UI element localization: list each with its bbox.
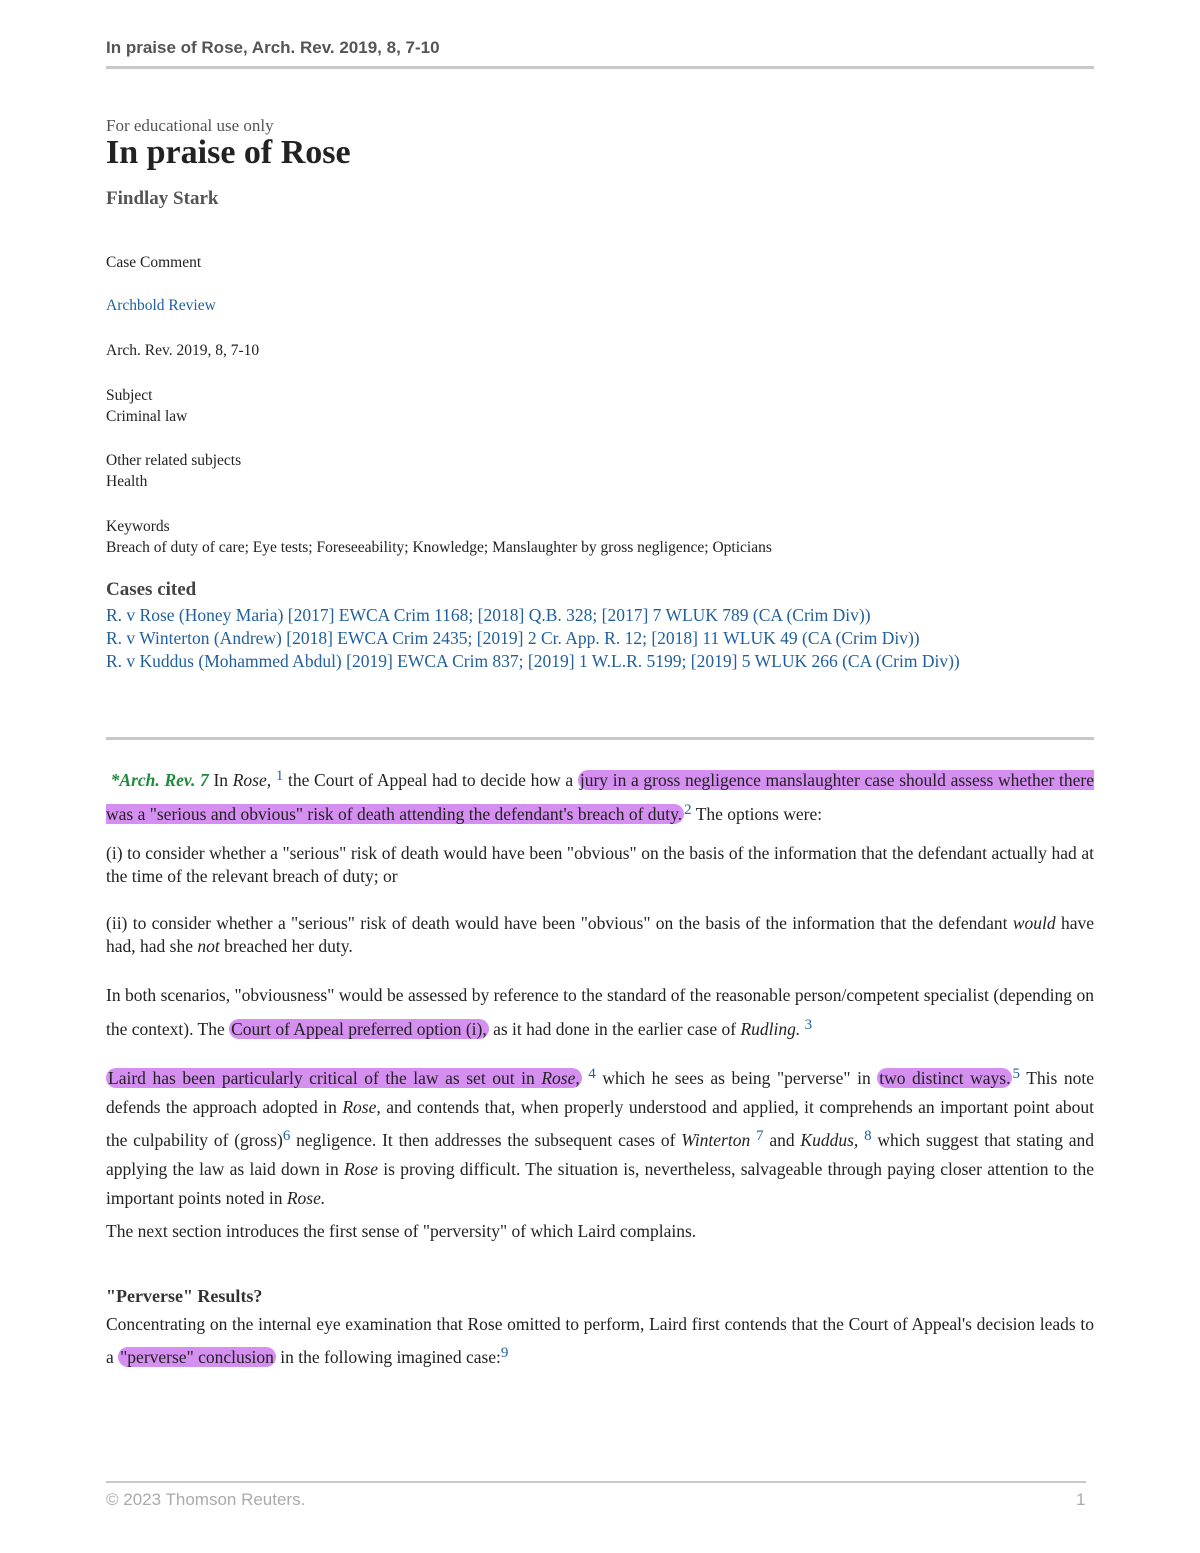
subject-label: Subject	[106, 387, 153, 404]
footnote-ref[interactable]: 7	[756, 1128, 764, 1144]
document-type: Case Comment	[106, 254, 202, 271]
case-link[interactable]: R. v Rose (Honey Maria) [2017] EWCA Crim 1168; [2018] Q.B. 328; [2017] 7 WLUK 789 (CA (Crim Div))	[106, 605, 871, 625]
highlight: two distinct ways.	[879, 1068, 1011, 1088]
footnote-ref[interactable]: 3	[804, 1017, 813, 1033]
footnote-ref[interactable]: 5	[1012, 1066, 1020, 1082]
highlight: Court of Appeal preferred option (i),	[231, 1019, 487, 1039]
footnote-ref[interactable]: 1	[275, 768, 284, 784]
paragraph-1: *Arch. Rev. 7 In Rose, 1 the Court of Appeal had to decide how a jury in a gross negligence manslaughter case should assess whether there was a "serious and obvious" risk of death attending the defendant's breach of duty. 2 The options were:	[106, 768, 1095, 824]
other-subjects-label: Other related subjects	[106, 452, 242, 469]
copyright: © 2023 Thomson Reuters.	[106, 1490, 306, 1509]
educational-notice: For educational use only	[106, 116, 274, 135]
case-link[interactable]: R. v Winterton (Andrew) [2018] EWCA Crim 2435; [2019] 2 Cr. App. R. 12; [2018] 11 WLUK 49 (CA (Crim Div))	[106, 628, 920, 648]
paragraph-6: The next section introduces the first sense of "perversity" of which Laird complains.	[106, 1221, 697, 1241]
author-name: Findlay Stark	[106, 188, 219, 209]
running-header: In praise of Rose, Arch. Rev. 2019, 8, 7-10	[106, 38, 440, 57]
citation: Arch. Rev. 2019, 8, 7-10	[106, 342, 260, 359]
cases-cited-label: Cases cited	[106, 579, 197, 600]
keywords-label: Keywords	[106, 518, 170, 535]
paragraph-7: Concentrating on the internal eye examination that Rose omitted to perform, Laird first contends that the Court of Appeal's decision leads to a "perverse" conclusion in the following imagined case:9	[106, 1314, 1094, 1367]
body-divider	[106, 737, 1094, 740]
footnote-ref[interactable]: 4	[588, 1066, 596, 1082]
highlight: "perverse" conclusion	[120, 1347, 274, 1367]
footer-divider	[106, 1481, 1086, 1483]
cases-cited-list	[106, 604, 960, 673]
document-title: In praise of Rose	[106, 134, 351, 171]
footnote-ref[interactable]: 6	[282, 1128, 291, 1144]
highlight: jury in a gross negligence manslaughter case should assess whether there was a "serious and obvious" risk of death attending the defendant's breach of duty.	[106, 770, 1095, 824]
paragraph-2: (i) to consider whether a "serious" risk of death would have been "obvious" on the basis of the information that the defendant actually had at the time of the relevant breach of duty; or	[106, 843, 1094, 886]
paragraph-3: (ii) to consider whether a "serious" risk of death would have been "obvious" on the basis of the information that the defendant would have had, had she not breached her duty.	[106, 913, 1094, 956]
journal-link[interactable]: Archbold Review	[106, 297, 216, 314]
subject-value: Criminal law	[106, 408, 188, 425]
paragraph-4: In both scenarios, "obviousness" would be assessed by reference to the standard of the reasonable person/competent specialist (depending on the context). The Court of Appeal preferred option (i), as it had done in the earlier case of Rudling. 3	[106, 985, 1094, 1039]
footnote-ref[interactable]: 8	[864, 1128, 872, 1144]
keywords-value: Breach of duty of care; Eye tests; Foreseeability; Knowledge; Manslaughter by gross negligence; Opticians	[106, 539, 772, 556]
section-heading: "Perverse" Results?	[106, 1286, 263, 1306]
paragraph-5: Laird has been particularly critical of the law as set out in Rose, 4 which he sees as being "perverse" in two distinct ways. 5 This note defends the approach adopted in Rose, and contends that, when properly understood and applied, it comprehends an important point about the culpability of (gross)6 negligence. It then addresses the subsequent cases of Winterton 7 and Kuddus, 8 which suggest that stating and applying the law as laid down in Rose is proving difficult. The situation is, nevertheless, salvageable through paying closer attention to the important points noted in Rose.	[106, 1066, 1095, 1208]
other-subjects-value: Health	[106, 473, 148, 490]
page-number: 1	[1076, 1490, 1086, 1509]
star-page-marker: *Arch. Rev. 7	[110, 770, 209, 790]
footnote-ref[interactable]: 2	[684, 802, 692, 818]
header-divider	[106, 66, 1094, 69]
footnote-ref[interactable]: 9	[500, 1345, 509, 1361]
case-link[interactable]: R. v Kuddus (Mohammed Abdul) [2019] EWCA Crim 837; [2019] 1 W.L.R. 5199; [2019] 5 WLUK 266 (CA (Crim Div))	[106, 651, 960, 671]
highlight: Laird has been particularly critical of the law as set out in Rose,	[108, 1068, 580, 1088]
